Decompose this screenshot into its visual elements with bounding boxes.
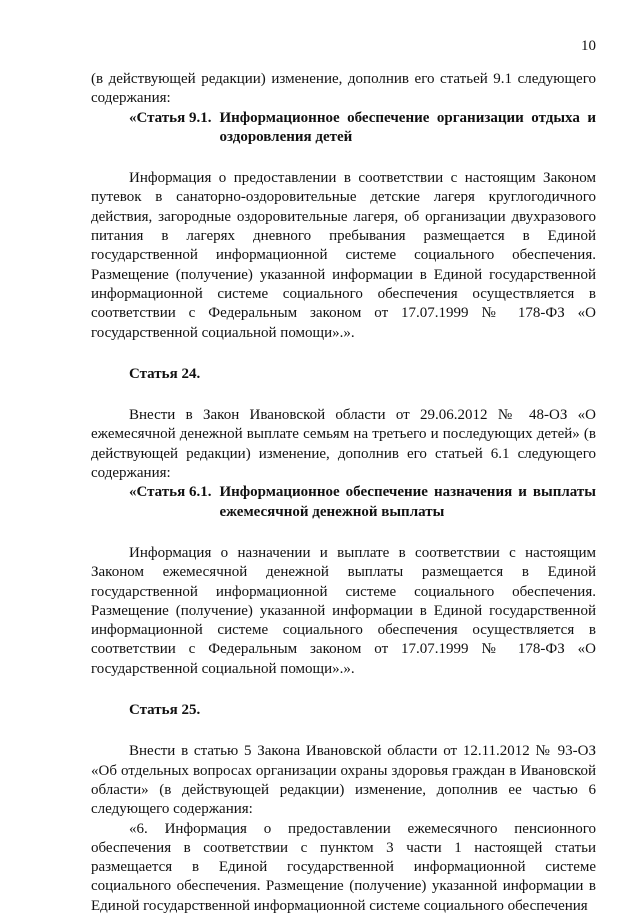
- document-body: [91, 70, 596, 916]
- article-6-1-title: Информационное обеспечение назначения и выплаты ежемесячной денежной выплаты: [219, 484, 596, 520]
- article-9-1-heading: [91, 109, 596, 148]
- article-6-1-label: «Статья 6.1.: [129, 484, 212, 501]
- intro-paragraph: (в действующей редакции) изменение, дополнив его статьей 9.1 следующего содержания:: [91, 71, 596, 107]
- article-25-title: Статья 25.: [129, 702, 201, 719]
- article-9-1-text: Информация о предоставлении в соответствии с настоящим Законом путевок в санаторно-оздоровительные детские лагеря круглогодичного действия, загородные оздоровительные лагеря, об организации двухразового питания в лагерях дневного пребывания размещается в Единой государственной информационной системе социального обеспечения. Размещение (получение) указанной информации в Единой государственной информационной системе социального обеспечения осуществляется в соответствии с Федеральным законом от 17.07.1999 № 178-ФЗ «О государственной социальной помощи».».: [91, 170, 596, 341]
- article-6-1-heading: [91, 483, 596, 522]
- article-9-1-label: «Статья 9.1.: [129, 109, 212, 126]
- article-25-quote: «6. Информация о предоставлении ежемесячного пенсионного обеспечения в соответствии с пунктом 3 части 1 настоящей статьи размещается в Единой государственной информационной системе социального обеспечения. Размещение (получение) указанной информации в Единой государственной информационной системе социального обеспечения: [91, 820, 596, 914]
- page-number: 10: [581, 38, 596, 54]
- article-25-text: Внести в статью 5 Закона Ивановской области от 12.11.2012 № 93-ОЗ «Об отдельных вопросах организации охраны здоровья граждан в Ивановской области» (в действующей редакции) изменение, дополнив ее частью 6 следующего содержания:: [91, 743, 596, 818]
- article-24-text: Внести в Закон Ивановской области от 29.06.2012 № 48-ОЗ «О ежемесячной денежной выплате семьям на третьего и последующих детей» (в действующей редакции) изменение, дополнив его статьей 6.1 следующего содержания:: [91, 407, 596, 482]
- article-9-1-title: Информационное обеспечение организации отдыха и оздоровления детей: [219, 109, 596, 145]
- article-24-title: Статья 24.: [129, 365, 201, 382]
- article-6-1-text: Информация о назначении и выплате в соответствии с настоящим Законом ежемесячной денежной выплаты размещается в Единой государственной информационной системе социального обеспечения. Размещение (получение) указанной информации в Единой государственной информационной системе социального обеспечения осуществляется в соответствии с Федеральным законом от 17.07.1999 № 178-ФЗ «О государственной социальной помощи».».: [91, 544, 596, 677]
